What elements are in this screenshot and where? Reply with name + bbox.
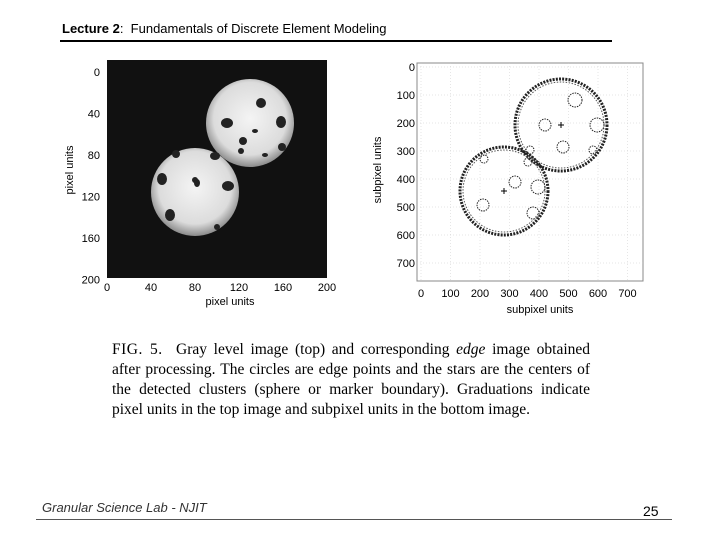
edge-plot-frame — [417, 63, 643, 281]
edge-x-tick: 0 — [417, 288, 425, 300]
edge-y-tick: 300 — [396, 146, 415, 158]
gray-x-tick: 0 — [103, 282, 111, 294]
page-number: 25 — [643, 503, 659, 519]
edge-y-tick: 400 — [396, 174, 415, 186]
lecture-separator: : — [119, 21, 124, 36]
edge-x-tick: 100 — [441, 288, 460, 300]
edge-y-tick: 0 — [408, 62, 415, 74]
gray-level-figure — [55, 55, 355, 315]
gray-y-tick: 40 — [87, 108, 100, 121]
edge-x-tick: 700 — [618, 288, 637, 300]
gray-y-tick: 160 — [81, 233, 100, 245]
edge-xlabel: subpixel units — [506, 304, 574, 316]
gray-xlabel: pixel units — [205, 296, 255, 308]
gray-x-tick: 200 — [317, 282, 337, 294]
header-rule — [60, 40, 612, 42]
edge-x-tick: 500 — [559, 288, 578, 300]
edge-x-tick: 600 — [588, 288, 608, 300]
figure-label: FIG. 5. — [112, 341, 163, 358]
lecture-label: Lecture 2 — [62, 21, 120, 36]
edge-image-figure — [365, 55, 655, 320]
gray-x-ticks — [104, 282, 336, 294]
edge-y-tick: 100 — [396, 90, 415, 102]
caption-text-before: Gray level image (top) and corresponding — [176, 341, 450, 358]
edge-y-tick: 500 — [396, 202, 415, 214]
edge-ylabel: subpixel units — [372, 136, 384, 204]
gray-y-tick: 120 — [81, 191, 100, 204]
edge-y-tick: 600 — [396, 230, 415, 242]
gray-ylabel: pixel units — [64, 145, 76, 195]
figure-caption — [112, 340, 590, 420]
edge-y-tick: 700 — [396, 258, 415, 270]
slide-header — [62, 21, 386, 36]
gray-x-tick: 40 — [144, 282, 158, 294]
edge-y-tick: 200 — [396, 118, 415, 130]
edge-x-tick: 400 — [529, 288, 549, 300]
caption-text-after: image obtained after processing. The circles are edge points and the stars are the centers of the detected clusters (sphere or marker boundary). Graduations indicate pixel units in the top image and subpixel units in the bottom image. — [112, 341, 591, 418]
gray-x-tick: 160 — [273, 282, 293, 294]
edge-x-ticks — [418, 288, 637, 300]
edge-x-tick: 300 — [500, 288, 519, 300]
footer-brand: Granular Science Lab - NJIT — [42, 500, 207, 515]
caption-italic-word: edge — [456, 341, 486, 358]
gray-y-tick: 200 — [81, 274, 100, 287]
edge-x-tick: 200 — [470, 288, 490, 300]
gray-y-tick: 0 — [93, 67, 100, 79]
sphere-lower-left — [151, 148, 239, 236]
gray-x-tick: 120 — [229, 282, 249, 294]
edge-y-ticks — [397, 62, 415, 270]
footer-rule — [36, 519, 672, 520]
gray-y-tick: 80 — [87, 150, 100, 162]
gray-y-ticks — [82, 67, 100, 287]
gray-x-tick: 80 — [188, 282, 202, 294]
lecture-title: Fundamentals of Discrete Element Modeling — [130, 21, 387, 36]
